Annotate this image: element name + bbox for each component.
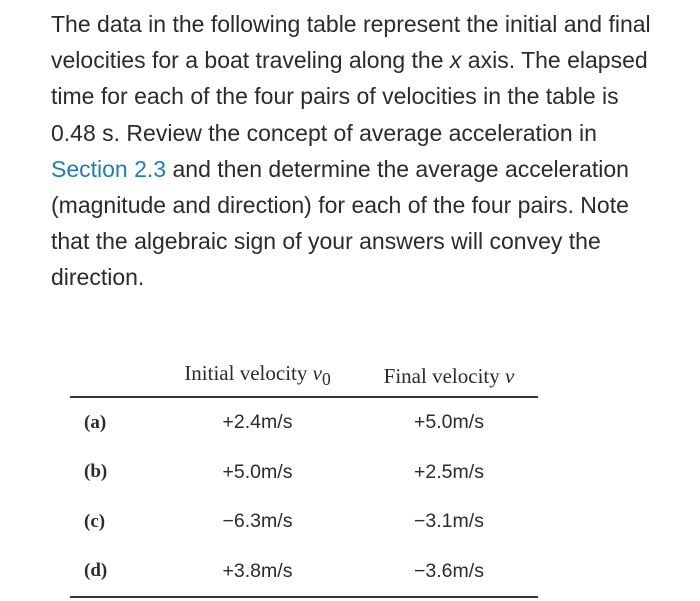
table-row — [70, 547, 538, 598]
header-initial-text: Initial velocity — [184, 361, 313, 386]
table-header-row — [70, 356, 538, 397]
row-label: (b) — [84, 461, 108, 483]
problem-text-3: and then determine the average acceleration (magnitude and direction) for each of the four pairs. Note that the algebraic sign of your answers will convey the direction. — [51, 155, 629, 291]
x-variable: x — [449, 47, 462, 74]
table-row — [70, 497, 538, 547]
final-velocity-cell: −3.6m/s — [360, 547, 538, 598]
problem-text-1: The data in the following table represent the initial and final velocities for a boat traveling along the — [51, 11, 651, 74]
header-final-symbol: v — [505, 363, 515, 388]
problem-text-2: axis. The elapsed time for each of the four pairs of velocities in the table is 0.48 s. Review the concept of average acceleration in — [51, 47, 648, 146]
header-initial-velocity — [155, 356, 360, 397]
final-velocity-cell: +2.5m/s — [414, 460, 484, 483]
velocity-table — [70, 356, 538, 598]
section-link[interactable]: Section 2.3 — [51, 155, 167, 182]
initial-velocity-cell: +2.4m/s — [222, 411, 293, 434]
final-velocity-cell: −3.1m/s — [414, 510, 484, 533]
row-label: (d) — [70, 547, 155, 598]
velocity-table-container — [70, 356, 540, 598]
header-initial-subscript: 0 — [321, 369, 331, 390]
initial-velocity-cell: −6.3m/s — [222, 510, 293, 533]
problem-statement — [51, 6, 651, 296]
header-final-text: Final velocity — [383, 363, 505, 388]
header-final-velocity — [360, 356, 538, 397]
table-row — [70, 397, 538, 448]
table-row — [70, 448, 538, 498]
final-velocity-cell: +5.0m/s — [414, 411, 484, 434]
header-initial-symbol: v — [312, 361, 322, 386]
row-label: (c) — [84, 510, 106, 532]
initial-velocity-cell: +5.0m/s — [222, 460, 293, 483]
row-label: (a) — [84, 411, 107, 433]
header-label — [70, 356, 155, 397]
initial-velocity-cell: +3.8m/s — [155, 547, 360, 598]
